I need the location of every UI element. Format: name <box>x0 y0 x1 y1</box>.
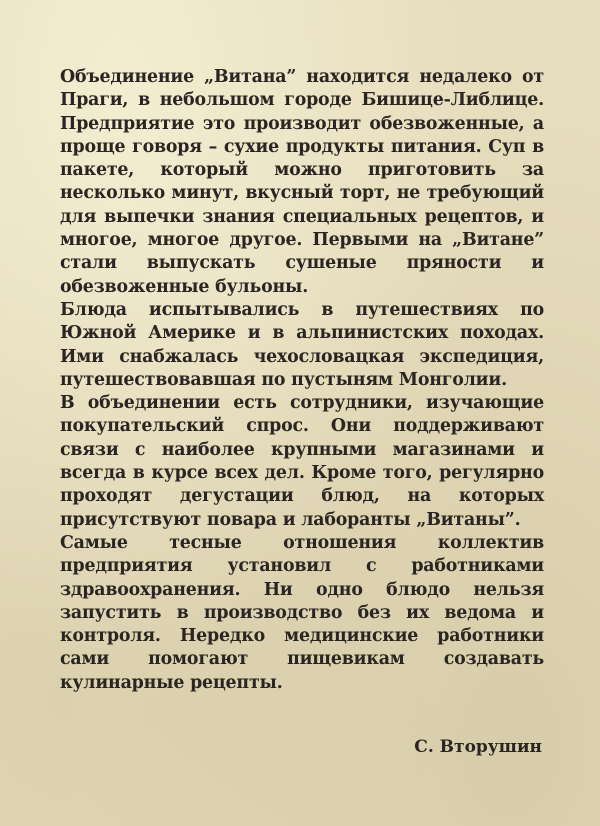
article-body <box>60 66 544 695</box>
paragraph-2: Блюда испытывались в путешествиях по Южной Америке и в альпинистских походах. Ими снабжалась чехословацкая экспедиция, путешествовавшая по пустыням Монголии. <box>60 299 544 390</box>
paragraph-4: Самые тесные отношения коллектив предприятия установил с работниками здравоохранения. Ни одно блюдо нельзя запустить в производство без их ведома и контроля. Нередко медицинские работники сами помогают пищевикам создавать кулинарные рецепты. <box>60 532 544 693</box>
paragraph-1: Объединение „Витана” находится недалеко от Праги, в небольшом городе Бишице-Либлице. Предприятие это производит обезвоженные, а проще говоря – сухие продукты питания. Суп в пакете, который можно приготовить за несколько минут, вкусный торт, не требующий для выпечки знания специальных рецептов, и многое, многое другое. Первыми на „Витане” стали выпускать сушеные пряности и обезвоженные бульоны. <box>60 67 544 297</box>
author-signature: С. Вторушин <box>414 737 542 757</box>
paragraph-3: В объединении есть сотрудники, изучающие покупательский спрос. Они поддерживают связи с наиболее крупными магазинами и всегда в курсе всех дел. Кроме того, регулярно проходят дегустации блюд, на которых присутствуют повара и лаборанты „Витаны”. <box>60 393 544 530</box>
